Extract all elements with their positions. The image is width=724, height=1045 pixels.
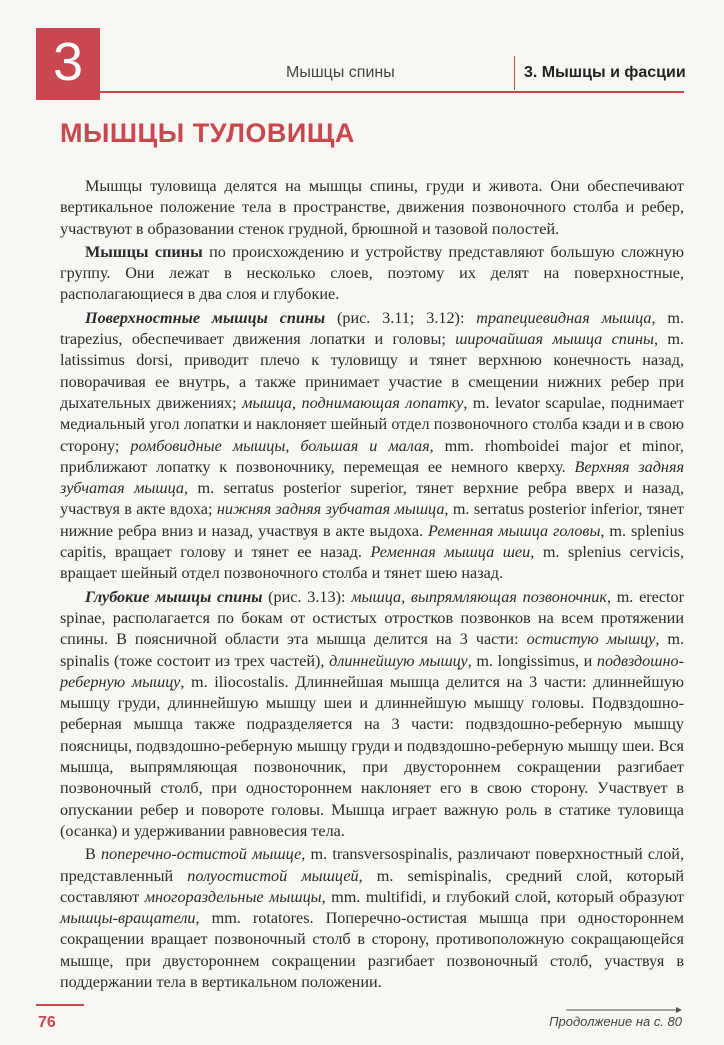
paragraph-intro: Мышцы туловища делятся на мышцы спины, груди и живота. Они обеспечивают вертикальное положение тела в пространстве, движения позвоночного столба и ребер, участвуют в образовании стенок грудной, брюшной и тазовой полостей.	[60, 177, 684, 238]
continuation-note[interactable]: Продолжение на с. 80	[549, 1014, 682, 1029]
running-header-chapter: 3. Мышцы и фасции	[524, 64, 686, 81]
page-title: МЫШЦЫ ТУЛОВИЩА	[60, 118, 355, 148]
header-divider	[514, 56, 515, 90]
footer-rule	[36, 1004, 84, 1006]
page-number: 76	[38, 1014, 56, 1031]
paragraph-superficial-muscles: Поверхностные мышцы спины (рис. 3.11; 3.12): трапециевидная мышца, m. trapezius, обеспечивает движения лопатки и головы; широчайшая мышца спины, m. latissimus dorsi, приводит плечо к туловищу и тянет верхнюю конечность назад, поворачивая ее внутрь, а также принимает участие в смещении нижних ребер при дыхательных движениях; мышца, поднимающая лопатку, m. levator scapulae, поднимает медиальный угол лопатки и наклоняет шейный отдел позвоночного столба кзади и в свою сторону; ромбовидные мышцы, большая и малая, mm. rhomboidei major et minor, приближают лопатку к позвоночнику, перемещая ее немного кверху. Верхняя задняя зубчатая мышца, m. serratus posterior superior, тянет верхние ребра вверх и назад, участвуя в акте вдоха; нижняя задняя зубчатая мышца, m. serratus posterior inferior, тянет нижние ребра вниз и назад, участвуя в акте выдоха. Ременная мышца головы, m. splenius capitis, вращает голову и тянет ее назад. Ременная мышца шеи, m. splenius cervicis, вращает шейный отдел позвоночного столба и тянет шею назад.	[60, 308, 685, 583]
paragraph-back-muscles: Мышцы спины по происхождению и устройству представляют большую сложную группу. Они лежат в несколько слоев, поэтому их делят на поверхностные, располагающиеся в два слоя и глубокие.	[60, 242, 684, 304]
body-text	[60, 176, 684, 995]
paragraph-transversospinalis: В поперечно-остистой мышце, m. transversospinalis, различают поверхностный слой, представленный полуостистой мышцей, m. semispinalis, средний слой, который составляют многораздельные мышцы, mm. multifidi, и глубокий слой, который образуют мышцы-вращатели, mm. rotatores. Поперечно-остистая мышца при одностороннем сокращении вращает позвоночный столб в сторону, противоположную сокращающейся мышце, при двустороннем сокращении разгибает позвоночный столб, участвуя в поддержании тела в вертикальном положении.	[60, 845, 684, 991]
chapter-number: 3	[52, 32, 84, 92]
paragraph-deep-muscles: Глубокие мышцы спины (рис. 3.13): мышца, выпрямляющая позвоночник, m. erector spinae, располагается по бокам от остистых отростков позвонков на всем протяжении спины. В поясничной области эта мышца делится на 3 части: остистую мышцу, m. spinalis (тоже состоит из трех частей), длиннейшую мышцу, m. longissimus, и подвздошно-реберную мышцу, m. iliocostalis. Длиннейшая мышца делится на 3 части: длиннейшую мышцу груди, длиннейшую мышцу шеи и длиннейшую мышцу головы. Подвздошно-реберная мышца также подразделяется на 3 части: подвздошно-реберную мышцу поясницы, подвздошно-реберную мышцу груди и подвздошно-реберную мышцу шеи. Вся мышца, выпрямляющая позвоночник, при двустороннем сокращении разгибает позвоночный столб, при одностороннем наклоняет его в свою сторону. Участвует в опускании ребер и повороте головы. Мышца играет важную роль в статике туловища (осанка) и удерживании равновесия тела.	[60, 587, 685, 840]
continuation-arrow-icon	[566, 1006, 682, 1014]
header-rule	[100, 91, 684, 93]
running-header-section: Мышцы спины	[286, 64, 395, 81]
chapter-number-box	[36, 28, 100, 100]
